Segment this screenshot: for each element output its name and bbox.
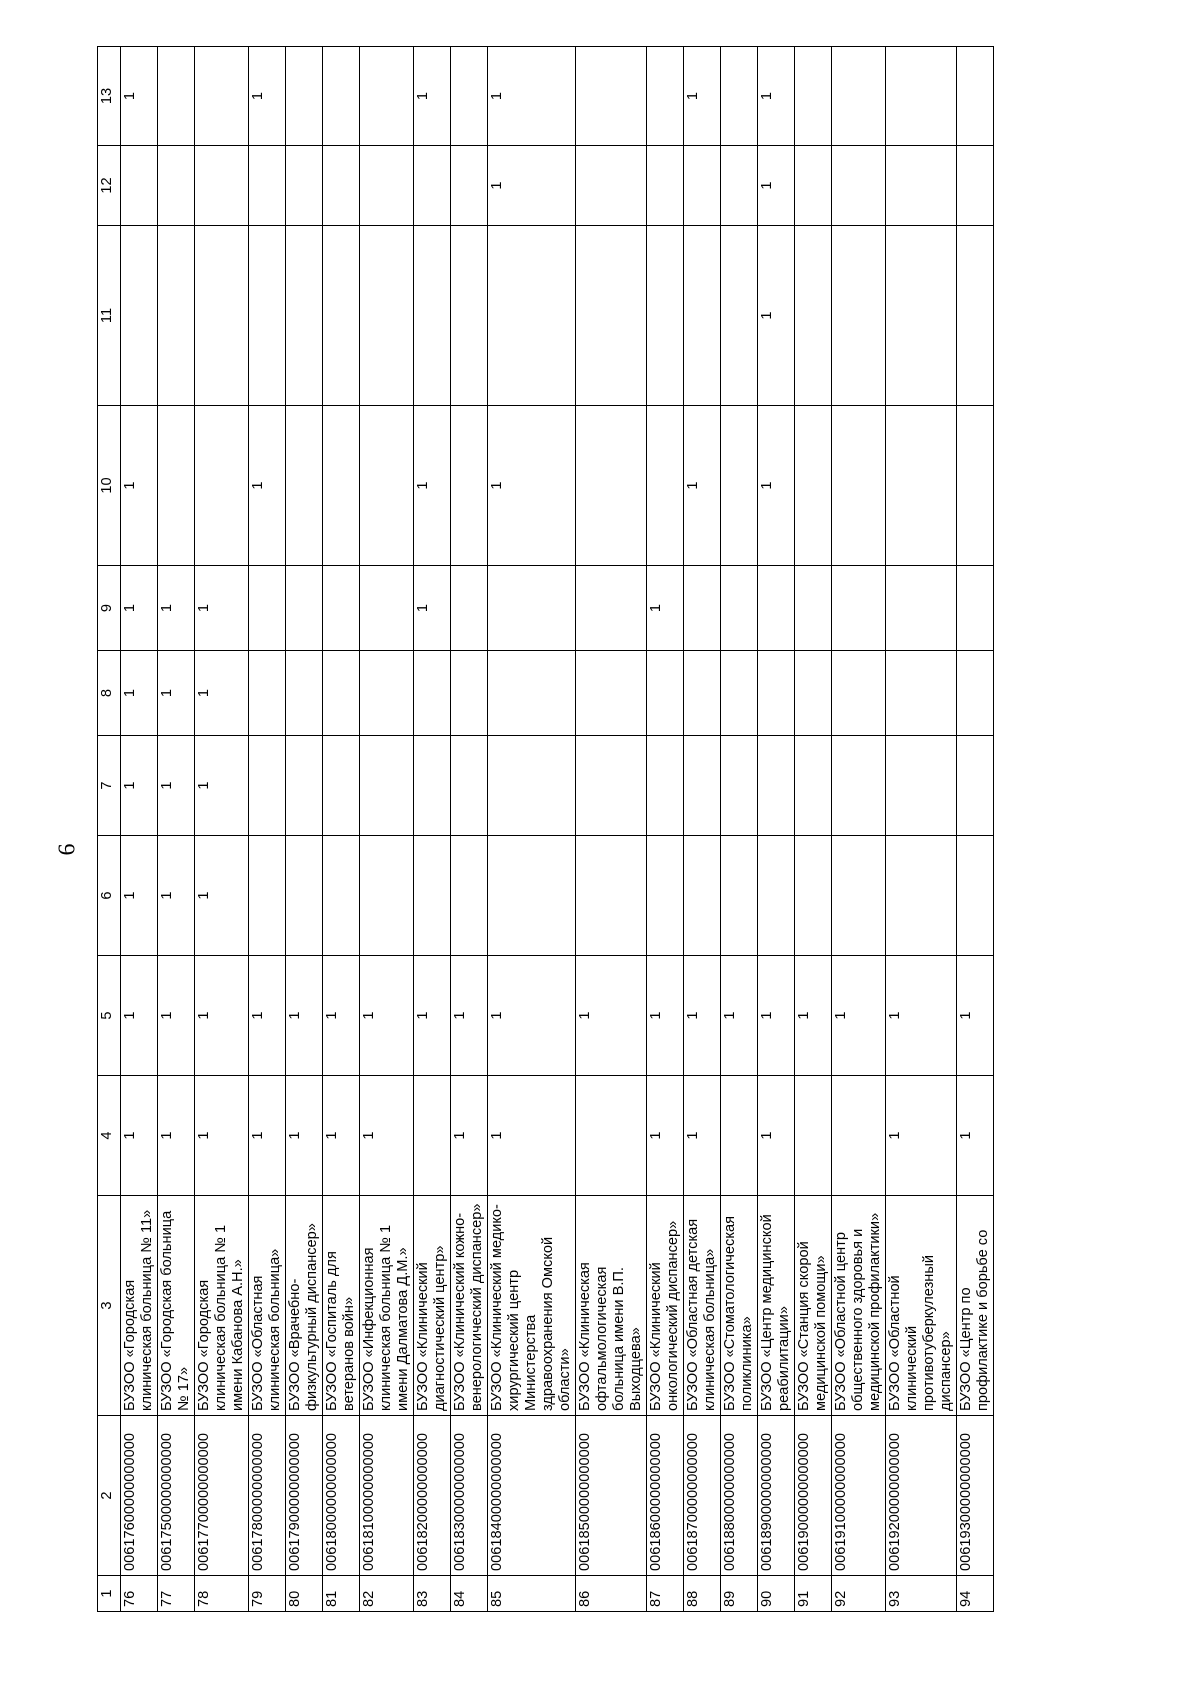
col9-cell: 1 xyxy=(158,566,195,651)
col5-cell: 1 xyxy=(451,956,488,1076)
col11-cell xyxy=(576,226,647,406)
rotated-table-stage xyxy=(97,47,1112,1612)
document-table xyxy=(97,46,994,1612)
col4-cell xyxy=(721,1076,758,1196)
row-number-cell: 79 xyxy=(249,1576,286,1612)
code-cell: 00619200000000000 xyxy=(886,1416,957,1576)
row-number-cell: 80 xyxy=(286,1576,323,1612)
code-cell: 00618000000000000 xyxy=(323,1416,360,1576)
row-number-cell: 77 xyxy=(158,1576,195,1612)
column-header-6: 6 xyxy=(98,836,121,956)
table-row xyxy=(758,47,795,1612)
col5-cell: 1 xyxy=(721,956,758,1076)
col7-cell: 1 xyxy=(195,736,249,836)
col7-cell xyxy=(721,736,758,836)
column-header-9: 9 xyxy=(98,566,121,651)
col13-cell: 1 xyxy=(488,47,576,146)
col9-cell: 1 xyxy=(121,566,158,651)
col9-cell xyxy=(684,566,721,651)
col4-cell: 1 xyxy=(323,1076,360,1196)
col8-cell xyxy=(488,651,576,736)
table-row xyxy=(286,47,323,1612)
col6-cell xyxy=(576,836,647,956)
column-header-11: 11 xyxy=(98,226,121,406)
col13-cell xyxy=(795,47,832,146)
col5-cell: 1 xyxy=(286,956,323,1076)
col8-cell xyxy=(249,651,286,736)
col10-cell xyxy=(832,406,886,566)
table-row xyxy=(647,47,684,1612)
col7-cell xyxy=(684,736,721,836)
table-row xyxy=(832,47,886,1612)
col5-cell: 1 xyxy=(121,956,158,1076)
col7-cell xyxy=(795,736,832,836)
col6-cell xyxy=(684,836,721,956)
col6-cell xyxy=(286,836,323,956)
col8-cell xyxy=(684,651,721,736)
table-row xyxy=(684,47,721,1612)
row-number-cell: 93 xyxy=(886,1576,957,1612)
col13-cell xyxy=(360,47,414,146)
col10-cell xyxy=(795,406,832,566)
row-number-cell: 84 xyxy=(451,1576,488,1612)
col8-cell xyxy=(832,651,886,736)
column-header-3: 3 xyxy=(98,1196,121,1416)
row-number-cell: 85 xyxy=(488,1576,576,1612)
col12-cell xyxy=(795,146,832,226)
col12-cell xyxy=(451,146,488,226)
row-number-cell: 91 xyxy=(795,1576,832,1612)
organization-name-cell: БУЗОО «Клинический медико-хирургический центр Министерства здравоохранения Омской области» xyxy=(488,1196,576,1416)
organization-name-cell: БУЗОО «Городская клиническая больница № 1 имени Кабанова А.Н.» xyxy=(195,1196,249,1416)
table-row xyxy=(195,47,249,1612)
code-cell: 00617700000000000 xyxy=(195,1416,249,1576)
col12-cell xyxy=(886,146,957,226)
col13-cell: 1 xyxy=(758,47,795,146)
col13-cell xyxy=(832,47,886,146)
col4-cell: 1 xyxy=(451,1076,488,1196)
col5-cell: 1 xyxy=(795,956,832,1076)
column-header-13: 13 xyxy=(98,47,121,146)
organization-name-cell: БУЗОО «Областной клинический противотуберкулезный диспансер» xyxy=(886,1196,957,1416)
code-cell: 00618500000000000 xyxy=(576,1416,647,1576)
column-header-12: 12 xyxy=(98,146,121,226)
col9-cell xyxy=(451,566,488,651)
table-row xyxy=(451,47,488,1612)
table-row xyxy=(957,47,994,1612)
organization-name-cell: БУЗОО «Областная клиническая больница» xyxy=(249,1196,286,1416)
col10-cell: 1 xyxy=(488,406,576,566)
col13-cell xyxy=(286,47,323,146)
col11-cell xyxy=(286,226,323,406)
col12-cell xyxy=(414,146,451,226)
col13-cell: 1 xyxy=(414,47,451,146)
col8-cell xyxy=(286,651,323,736)
col11-cell xyxy=(957,226,994,406)
col5-cell: 1 xyxy=(576,956,647,1076)
col7-cell xyxy=(758,736,795,836)
col9-cell xyxy=(795,566,832,651)
col7-cell: 1 xyxy=(158,736,195,836)
table-row xyxy=(488,47,576,1612)
row-number-cell: 82 xyxy=(360,1576,414,1612)
col6-cell: 1 xyxy=(158,836,195,956)
col7-cell xyxy=(488,736,576,836)
column-header-2: 2 xyxy=(98,1416,121,1576)
col12-cell: 1 xyxy=(758,146,795,226)
table-row xyxy=(795,47,832,1612)
col5-cell: 1 xyxy=(832,956,886,1076)
col10-cell: 1 xyxy=(121,406,158,566)
col12-cell: 1 xyxy=(488,146,576,226)
col11-cell xyxy=(721,226,758,406)
col4-cell: 1 xyxy=(758,1076,795,1196)
page-number: 6 xyxy=(54,843,81,856)
col10-cell: 1 xyxy=(249,406,286,566)
code-cell: 00617500000000000 xyxy=(158,1416,195,1576)
col6-cell xyxy=(886,836,957,956)
table-row xyxy=(576,47,647,1612)
col7-cell xyxy=(832,736,886,836)
col6-cell xyxy=(488,836,576,956)
col9-cell: 1 xyxy=(647,566,684,651)
row-number-cell: 92 xyxy=(832,1576,886,1612)
col6-cell xyxy=(721,836,758,956)
organization-name-cell: БУЗОО «Центр по профилактике и борьбе со xyxy=(957,1196,994,1416)
col9-cell xyxy=(758,566,795,651)
col4-cell xyxy=(414,1076,451,1196)
col6-cell xyxy=(795,836,832,956)
col4-cell: 1 xyxy=(684,1076,721,1196)
row-number-cell: 83 xyxy=(414,1576,451,1612)
col11-cell xyxy=(886,226,957,406)
col11-cell xyxy=(451,226,488,406)
col4-cell: 1 xyxy=(886,1076,957,1196)
col12-cell xyxy=(158,146,195,226)
col6-cell xyxy=(249,836,286,956)
organization-name-cell: БУЗОО «Областной центр общественного здоровья и медицинской профилактики» xyxy=(832,1196,886,1416)
row-number-cell: 86 xyxy=(576,1576,647,1612)
col6-cell xyxy=(414,836,451,956)
col8-cell xyxy=(360,651,414,736)
table-row xyxy=(886,47,957,1612)
header-row xyxy=(98,47,121,1612)
code-cell: 00618300000000000 xyxy=(451,1416,488,1576)
col13-cell xyxy=(158,47,195,146)
code-cell: 00619300000000000 xyxy=(957,1416,994,1576)
col10-cell xyxy=(360,406,414,566)
col6-cell: 1 xyxy=(195,836,249,956)
col12-cell xyxy=(576,146,647,226)
col9-cell: 1 xyxy=(414,566,451,651)
col5-cell: 1 xyxy=(488,956,576,1076)
col10-cell xyxy=(286,406,323,566)
col5-cell: 1 xyxy=(249,956,286,1076)
col9-cell xyxy=(576,566,647,651)
col10-cell xyxy=(195,406,249,566)
col13-cell xyxy=(195,47,249,146)
row-number-cell: 76 xyxy=(121,1576,158,1612)
col5-cell: 1 xyxy=(360,956,414,1076)
col12-cell xyxy=(286,146,323,226)
col13-cell xyxy=(886,47,957,146)
col11-cell xyxy=(795,226,832,406)
col5-cell: 1 xyxy=(647,956,684,1076)
code-cell: 00619100000000000 xyxy=(832,1416,886,1576)
col7-cell xyxy=(360,736,414,836)
col10-cell: 1 xyxy=(414,406,451,566)
organization-name-cell: БУЗОО «Клиническая офтальмологическая больница имени В.П. Выходцева» xyxy=(576,1196,647,1416)
col13-cell: 1 xyxy=(249,47,286,146)
col9-cell xyxy=(488,566,576,651)
col4-cell: 1 xyxy=(195,1076,249,1196)
col11-cell xyxy=(832,226,886,406)
col8-cell xyxy=(647,651,684,736)
col11-cell xyxy=(647,226,684,406)
col10-cell xyxy=(158,406,195,566)
code-cell: 00617600000000000 xyxy=(121,1416,158,1576)
row-number-cell: 87 xyxy=(647,1576,684,1612)
col4-cell xyxy=(795,1076,832,1196)
col11-cell xyxy=(195,226,249,406)
col12-cell xyxy=(249,146,286,226)
organization-name-cell: БУЗОО «Городская клиническая больница № 11» xyxy=(121,1196,158,1416)
col13-cell: 1 xyxy=(121,47,158,146)
col5-cell: 1 xyxy=(323,956,360,1076)
col4-cell: 1 xyxy=(158,1076,195,1196)
col10-cell: 1 xyxy=(684,406,721,566)
col13-cell xyxy=(576,47,647,146)
col8-cell xyxy=(957,651,994,736)
col9-cell xyxy=(360,566,414,651)
col12-cell xyxy=(195,146,249,226)
row-number-cell: 89 xyxy=(721,1576,758,1612)
code-cell: 00618800000000000 xyxy=(721,1416,758,1576)
col7-cell xyxy=(451,736,488,836)
organization-name-cell: БУЗОО «Центр медицинской реабилитации» xyxy=(758,1196,795,1416)
table-row xyxy=(360,47,414,1612)
col8-cell xyxy=(576,651,647,736)
col5-cell: 1 xyxy=(758,956,795,1076)
col13-cell xyxy=(647,47,684,146)
col10-cell xyxy=(721,406,758,566)
col13-cell xyxy=(721,47,758,146)
table-row xyxy=(721,47,758,1612)
col13-cell xyxy=(451,47,488,146)
code-cell: 00619000000000000 xyxy=(795,1416,832,1576)
organization-name-cell: БУЗОО «Областная детская клиническая больница» xyxy=(684,1196,721,1416)
col11-cell xyxy=(158,226,195,406)
column-header-5: 5 xyxy=(98,956,121,1076)
col6-cell xyxy=(758,836,795,956)
col7-cell xyxy=(249,736,286,836)
col6-cell xyxy=(957,836,994,956)
col5-cell: 1 xyxy=(684,956,721,1076)
col8-cell: 1 xyxy=(195,651,249,736)
col12-cell xyxy=(684,146,721,226)
col10-cell: 1 xyxy=(758,406,795,566)
col11-cell xyxy=(323,226,360,406)
col4-cell xyxy=(576,1076,647,1196)
col6-cell xyxy=(451,836,488,956)
col11-cell xyxy=(360,226,414,406)
col13-cell xyxy=(957,47,994,146)
code-cell: 00618700000000000 xyxy=(684,1416,721,1576)
col8-cell: 1 xyxy=(121,651,158,736)
code-cell: 00618600000000000 xyxy=(647,1416,684,1576)
column-header-7: 7 xyxy=(98,736,121,836)
col9-cell xyxy=(286,566,323,651)
col12-cell xyxy=(957,146,994,226)
col12-cell xyxy=(121,146,158,226)
organization-name-cell: БУЗОО «Клинический онкологический диспансер» xyxy=(647,1196,684,1416)
col4-cell: 1 xyxy=(249,1076,286,1196)
col10-cell xyxy=(886,406,957,566)
col7-cell: 1 xyxy=(121,736,158,836)
col9-cell xyxy=(323,566,360,651)
col8-cell xyxy=(795,651,832,736)
col5-cell: 1 xyxy=(195,956,249,1076)
organization-name-cell: БУЗОО «Врачебно-физкультурный диспансер» xyxy=(286,1196,323,1416)
row-number-cell: 81 xyxy=(323,1576,360,1612)
code-cell: 00618900000000000 xyxy=(758,1416,795,1576)
col10-cell xyxy=(451,406,488,566)
row-number-cell: 94 xyxy=(957,1576,994,1612)
table-row xyxy=(121,47,158,1612)
col8-cell xyxy=(323,651,360,736)
organization-name-cell: БУЗОО «Станция скорой медицинской помощи» xyxy=(795,1196,832,1416)
col10-cell xyxy=(323,406,360,566)
row-number-cell: 78 xyxy=(195,1576,249,1612)
col7-cell xyxy=(886,736,957,836)
col13-cell: 1 xyxy=(684,47,721,146)
col4-cell: 1 xyxy=(957,1076,994,1196)
col11-cell xyxy=(488,226,576,406)
col4-cell xyxy=(832,1076,886,1196)
col12-cell xyxy=(647,146,684,226)
table-row xyxy=(158,47,195,1612)
row-number-cell: 88 xyxy=(684,1576,721,1612)
col11-cell xyxy=(121,226,158,406)
col7-cell xyxy=(957,736,994,836)
col9-cell xyxy=(957,566,994,651)
column-header-1: 1 xyxy=(98,1576,121,1612)
col4-cell: 1 xyxy=(488,1076,576,1196)
col7-cell xyxy=(323,736,360,836)
col12-cell xyxy=(360,146,414,226)
col11-cell: 1 xyxy=(758,226,795,406)
col5-cell: 1 xyxy=(886,956,957,1076)
col8-cell xyxy=(414,651,451,736)
col6-cell xyxy=(832,836,886,956)
col8-cell xyxy=(721,651,758,736)
code-cell: 00617900000000000 xyxy=(286,1416,323,1576)
code-cell: 00618200000000000 xyxy=(414,1416,451,1576)
table-row xyxy=(249,47,286,1612)
col8-cell xyxy=(451,651,488,736)
col6-cell xyxy=(647,836,684,956)
col5-cell: 1 xyxy=(414,956,451,1076)
col6-cell xyxy=(360,836,414,956)
col9-cell xyxy=(249,566,286,651)
col4-cell: 1 xyxy=(121,1076,158,1196)
col8-cell: 1 xyxy=(158,651,195,736)
code-cell: 00618400000000000 xyxy=(488,1416,576,1576)
organization-name-cell: БУЗОО «Стоматологическая поликлиника» xyxy=(721,1196,758,1416)
col7-cell xyxy=(647,736,684,836)
col11-cell xyxy=(414,226,451,406)
column-header-10: 10 xyxy=(98,406,121,566)
table-row xyxy=(323,47,360,1612)
col13-cell xyxy=(323,47,360,146)
col11-cell xyxy=(684,226,721,406)
col9-cell xyxy=(832,566,886,651)
col12-cell xyxy=(832,146,886,226)
col7-cell xyxy=(414,736,451,836)
col12-cell xyxy=(323,146,360,226)
organization-name-cell: БУЗОО «Клинический кожно-венерологический диспансер» xyxy=(451,1196,488,1416)
organization-name-cell: БУЗОО «Инфекционная клиническая больница № 1 имени Далматова Д.М.» xyxy=(360,1196,414,1416)
table-body xyxy=(121,47,994,1612)
col10-cell xyxy=(576,406,647,566)
col10-cell xyxy=(647,406,684,566)
col6-cell xyxy=(323,836,360,956)
column-header-8: 8 xyxy=(98,651,121,736)
col10-cell xyxy=(957,406,994,566)
col9-cell: 1 xyxy=(195,566,249,651)
code-cell: 00617800000000000 xyxy=(249,1416,286,1576)
row-number-cell: 90 xyxy=(758,1576,795,1612)
code-cell: 00618100000000000 xyxy=(360,1416,414,1576)
col4-cell: 1 xyxy=(360,1076,414,1196)
col7-cell xyxy=(576,736,647,836)
col4-cell: 1 xyxy=(647,1076,684,1196)
col7-cell xyxy=(286,736,323,836)
col5-cell: 1 xyxy=(957,956,994,1076)
table-row xyxy=(414,47,451,1612)
col8-cell xyxy=(886,651,957,736)
col6-cell: 1 xyxy=(121,836,158,956)
organization-name-cell: БУЗОО «Клинический диагностический центр» xyxy=(414,1196,451,1416)
col4-cell: 1 xyxy=(286,1076,323,1196)
organization-name-cell: БУЗОО «Госпиталь для ветеранов войн» xyxy=(323,1196,360,1416)
col11-cell xyxy=(249,226,286,406)
col12-cell xyxy=(721,146,758,226)
col9-cell xyxy=(721,566,758,651)
col9-cell xyxy=(886,566,957,651)
col5-cell: 1 xyxy=(158,956,195,1076)
column-header-4: 4 xyxy=(98,1076,121,1196)
organization-name-cell: БУЗОО «Городская больница № 17» xyxy=(158,1196,195,1416)
col8-cell xyxy=(758,651,795,736)
